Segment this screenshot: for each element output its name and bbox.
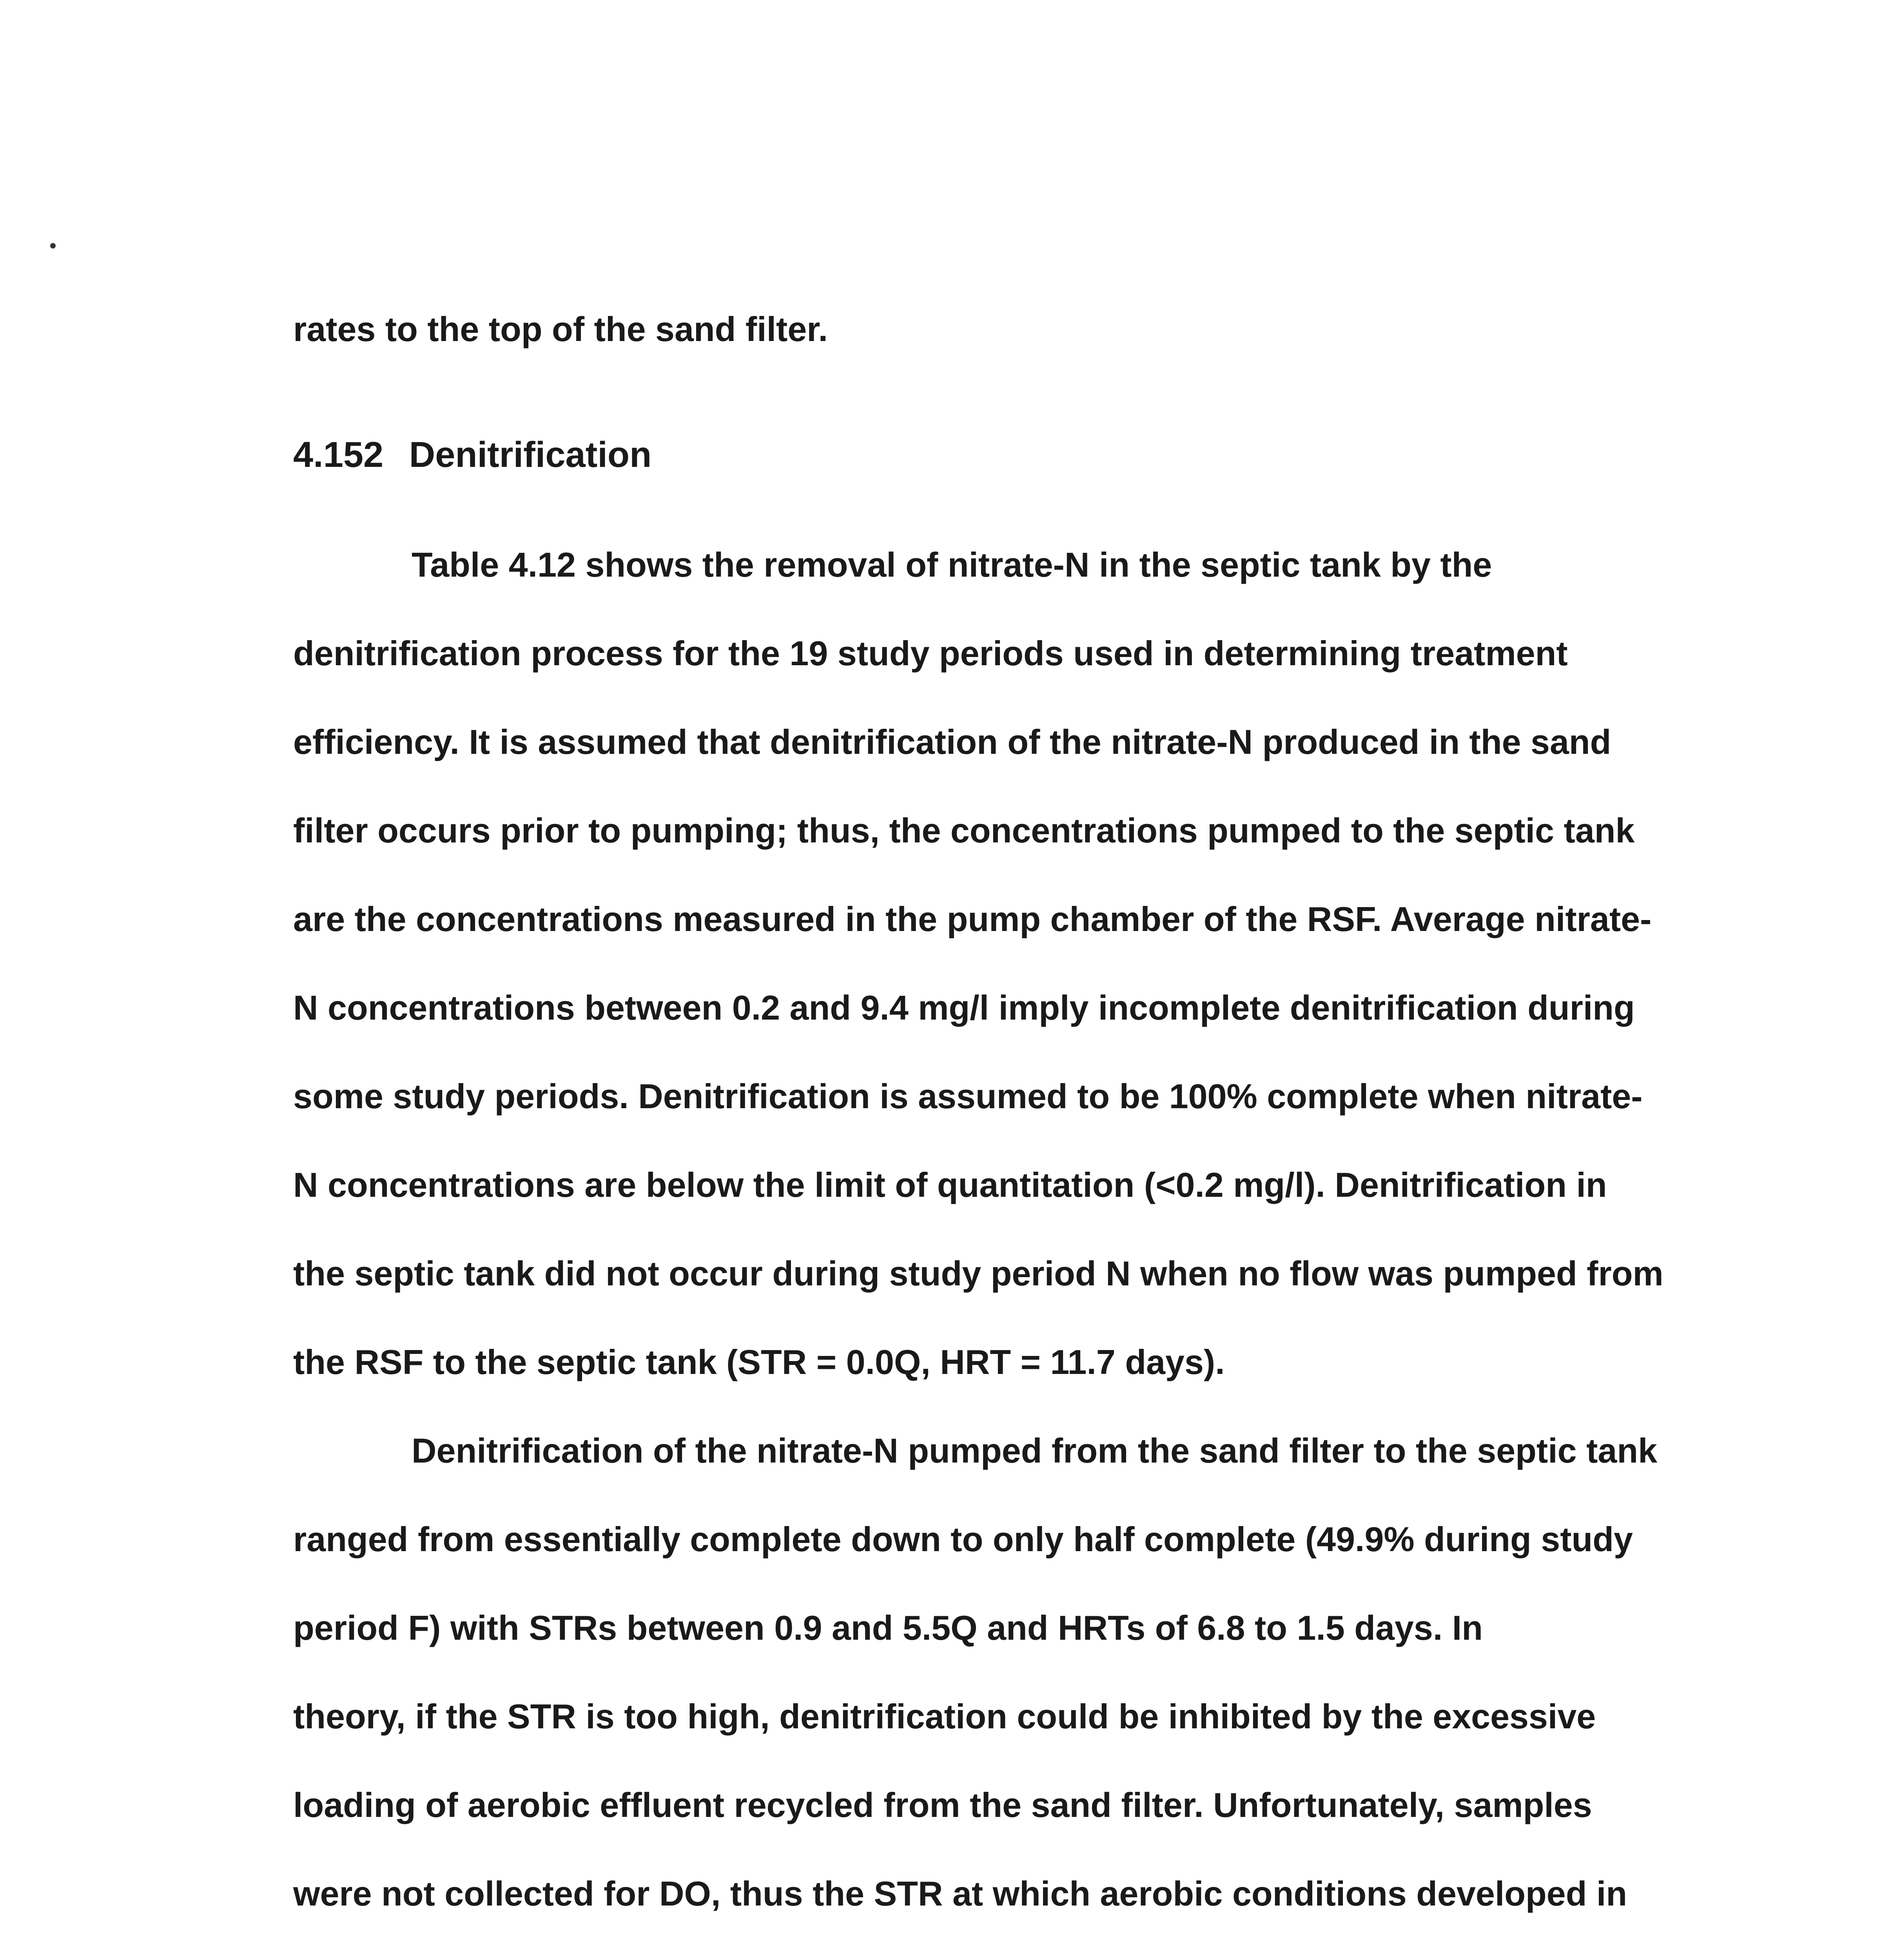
paragraph-line: Denitrification of the nitrate-N pumped from the sand filter to the septic tank (412, 1431, 1658, 1470)
section-title: Denitrification (409, 435, 652, 475)
paragraph-line: N concentrations are below the limit of quantitation (<0.2 mg/l). Denitrification in (293, 1165, 1607, 1204)
paragraph-2 (293, 1406, 1657, 1960)
paragraph-line (293, 1938, 1657, 1960)
paragraph-line: are the concentrations measured in the pump chamber of the RSF. Average nitrate- (293, 900, 1652, 938)
paragraph-line: the septic tank did not occur during study period N when no flow was pumped from (293, 1254, 1663, 1293)
paragraph-line: filter occurs prior to pumping; thus, the concentrations pumped to the septic tank (293, 811, 1635, 850)
paragraph-1 (293, 521, 1663, 1406)
section-number: 4.152 (293, 435, 384, 475)
paragraph-line: denitrification process for the 19 study periods used in determining treatment (293, 634, 1568, 673)
paragraph-line: some study periods. Denitrification is assumed to be 100% complete when nitrate- (293, 1077, 1643, 1116)
paragraph-line: were not collected for DO, thus the STR at which aerobic conditions developed in (293, 1874, 1627, 1913)
section-heading (293, 431, 651, 478)
paragraph-line: N concentrations between 0.2 and 9.4 mg/l imply incomplete denitrification during (293, 988, 1635, 1027)
paragraph-line: the RSF to the septic tank (STR = 0.0Q, HRT = 11.7 days). (293, 1343, 1225, 1381)
paragraph-line: loading of aerobic effluent recycled from the sand filter. Unfortunately, samples (293, 1786, 1592, 1824)
paragraph-line: period F) with STRs between 0.9 and 5.5Q and HRTs of 6.8 to 1.5 days. In (293, 1608, 1483, 1647)
paragraph-line: Table 4.12 shows the removal of nitrate-N in the septic tank by the (412, 545, 1492, 584)
paragraph-line: ranged from essentially complete down to only half complete (49.9% during study (293, 1520, 1633, 1559)
paragraph-line: theory, if the STR is too high, denitrification could be inhibited by the excessive (293, 1697, 1596, 1736)
scan-speck (50, 243, 56, 249)
continued-line: rates to the top of the sand filter. (293, 310, 828, 348)
paragraph-line: efficiency. It is assumed that denitrification of the nitrate-N produced in the sand (293, 722, 1611, 761)
